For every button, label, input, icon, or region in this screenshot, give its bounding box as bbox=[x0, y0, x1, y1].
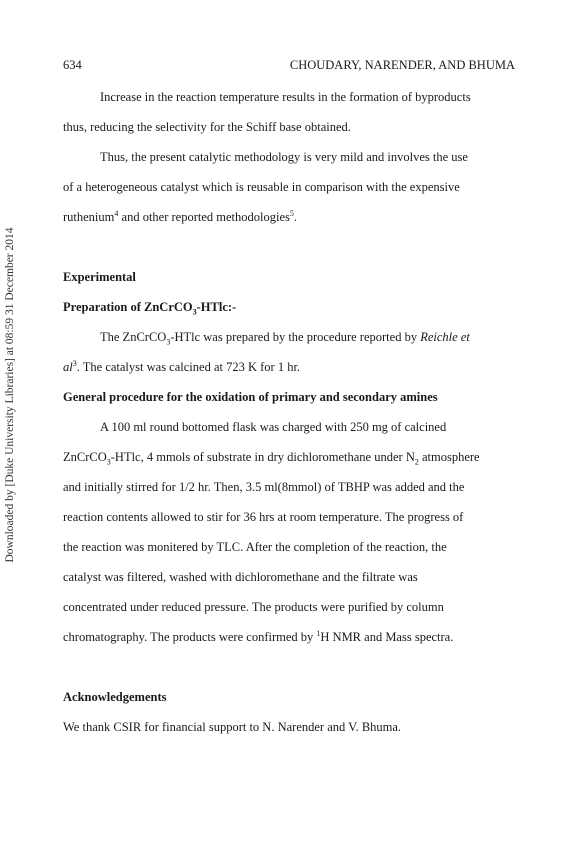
acknowledgement-text: We thank CSIR for financial support to N. Narender and V. Bhuma. bbox=[63, 720, 402, 734]
ref-5: 5 bbox=[289, 208, 294, 218]
prep-t2ital: al bbox=[63, 360, 73, 374]
general-l8a: chromatography. The products were confirmed by bbox=[63, 630, 317, 644]
text-period: . bbox=[293, 210, 297, 224]
general-line-4: reaction contents allowed to stir for 36 hrs at room temperature. The progress of bbox=[63, 510, 464, 524]
general-l2sub2: 2 bbox=[414, 457, 419, 467]
ref-3: 3 bbox=[72, 358, 77, 368]
general-line-2 bbox=[63, 442, 515, 472]
text-ruthenium: ruthenium bbox=[63, 210, 115, 224]
prep-heading-b: -HTlc:- bbox=[196, 300, 237, 314]
page-number: 634 bbox=[63, 58, 82, 72]
prep-line-2 bbox=[63, 352, 515, 382]
prep-t1b: -HTlc was prepared by the procedure reported by bbox=[170, 330, 421, 344]
heading-general-procedure: General procedure for the oxidation of primary and secondary amines bbox=[63, 390, 438, 404]
general-line-8 bbox=[63, 622, 515, 652]
ref-4: 4 bbox=[114, 208, 119, 218]
paragraph-1-line-2: thus, reducing the selectivity for the Schiff base obtained. bbox=[63, 120, 351, 134]
general-l2c: atmosphere bbox=[418, 450, 480, 464]
paragraph-2-line-3 bbox=[63, 202, 515, 232]
general-l2a: ZnCrCO bbox=[63, 450, 107, 464]
heading-experimental: Experimental bbox=[63, 270, 136, 284]
paragraph-2-line-2: of a heterogeneous catalyst which is reusable in comparison with the expensive bbox=[63, 180, 460, 194]
prep-t2b: . The catalyst was calcined at 723 K for 1 hr. bbox=[76, 360, 301, 374]
prep-heading-sub: 3 bbox=[192, 307, 197, 317]
general-line-6: catalyst was filtered, washed with dichloromethane and the filtrate was bbox=[63, 570, 418, 584]
general-l2b: -HTlc, 4 mmols of substrate in dry dichloromethane under N bbox=[110, 450, 415, 464]
download-note: Downloaded by [Duke University Libraries] at 08:59 31 December 2014 bbox=[4, 227, 16, 563]
prep-t1a: The ZnCrCO bbox=[100, 330, 167, 344]
general-l2sub: 3 bbox=[106, 457, 111, 467]
prep-t1ital: Reichle et bbox=[420, 330, 470, 344]
general-line-3: and initially stirred for 1/2 hr. Then, 3.5 ml(8mmol) of TBHP was added and the bbox=[63, 480, 465, 494]
page-header bbox=[63, 58, 515, 76]
download-watermark bbox=[2, 150, 18, 640]
page-content bbox=[63, 58, 515, 742]
spacer bbox=[63, 232, 515, 262]
general-l8sup: 1 bbox=[316, 628, 321, 638]
paragraph-2-line-1: Thus, the present catalytic methodology is very mild and involves the use bbox=[100, 150, 468, 164]
general-line-5: the reaction was monitered by TLC. After the completion of the reaction, the bbox=[63, 540, 447, 554]
prep-heading-a: Preparation of ZnCrCO bbox=[63, 300, 193, 314]
general-line-1: A 100 ml round bottomed flask was charged with 250 mg of calcined bbox=[100, 420, 447, 434]
running-title: CHOUDARY, NARENDER, AND BHUMA bbox=[289, 58, 515, 72]
heading-acknowledgements: Acknowledgements bbox=[63, 690, 167, 704]
text-methodologies: and other reported methodologies bbox=[118, 210, 290, 224]
paragraph-1-line-1: Increase in the reaction temperature results in the formation of byproducts bbox=[100, 90, 471, 104]
general-l8b: H NMR and Mass spectra. bbox=[320, 630, 454, 644]
heading-preparation bbox=[63, 292, 515, 322]
general-line-7: concentrated under reduced pressure. The products were purified by column bbox=[63, 600, 444, 614]
prep-line-1 bbox=[63, 322, 515, 352]
spacer bbox=[63, 652, 515, 682]
prep-t1sub: 3 bbox=[166, 337, 171, 347]
